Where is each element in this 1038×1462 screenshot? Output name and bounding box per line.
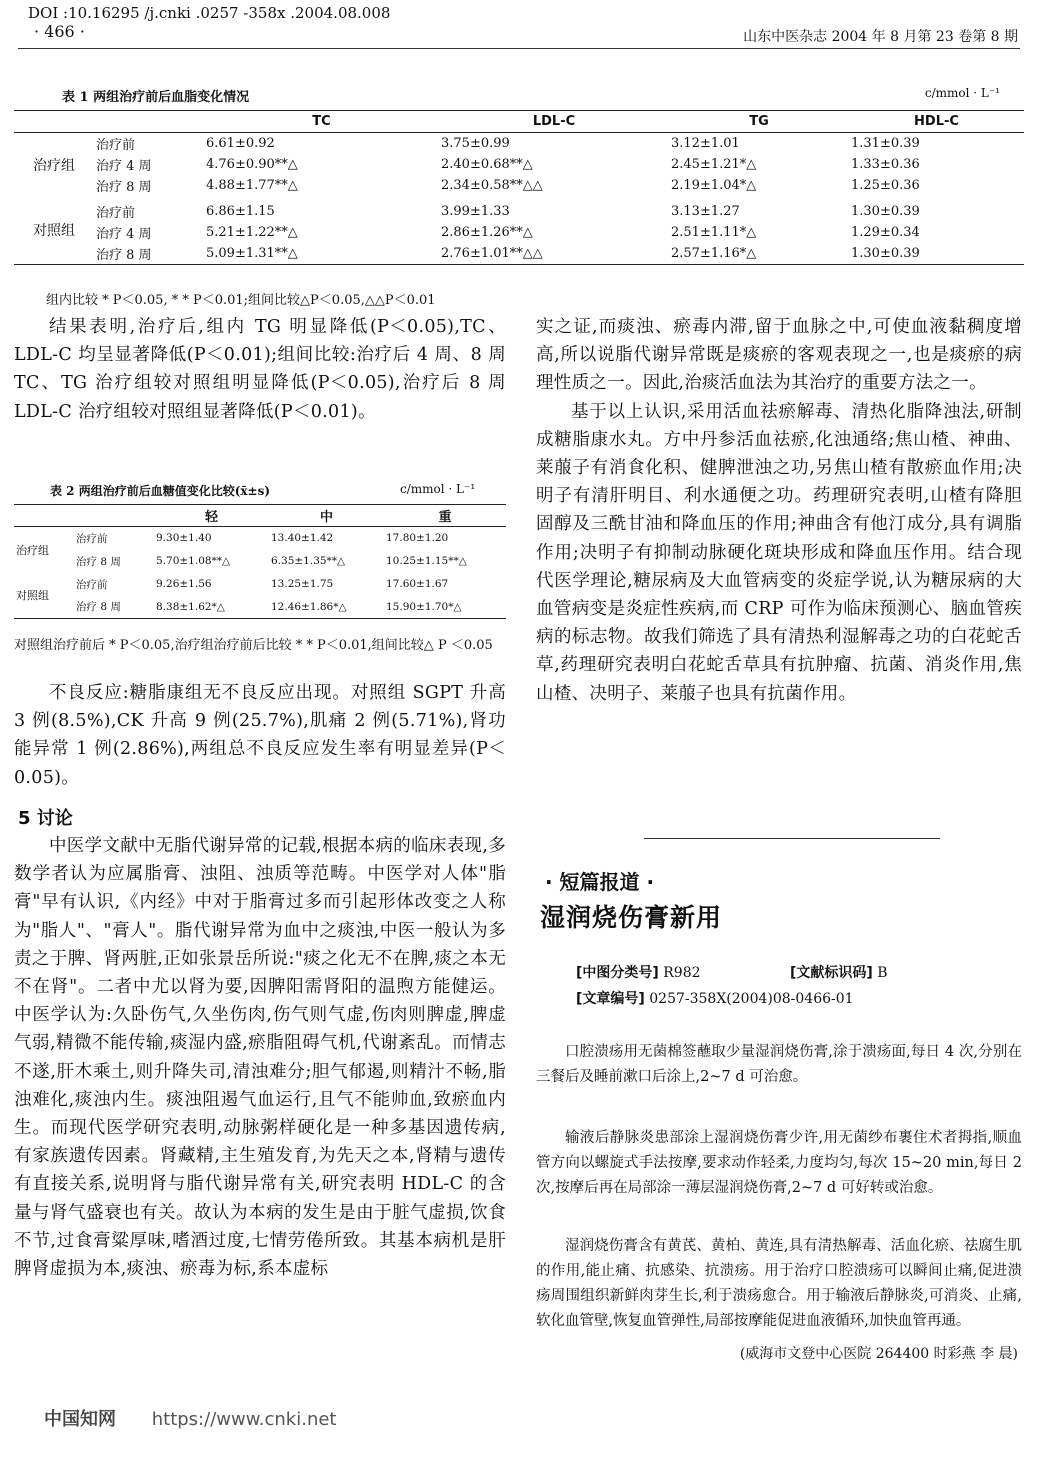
table-cell: 5.70±1.08**△ — [156, 555, 231, 567]
table1-note: 组内比较 * P＜0.05, * * P＜0.01;组间比较△P＜0.05,△△P＜0.01 — [46, 293, 436, 308]
table-cell: 2.57±1.16*△ — [669, 243, 849, 265]
table2 — [14, 504, 506, 619]
table2-title: 表 2 两组治疗前后血糖值变化比较(x̄±s) — [50, 484, 271, 498]
table-row — [14, 133, 1024, 155]
table-cell: 6.35±1.35**△ — [271, 555, 346, 567]
table2-header-severe: 重 — [384, 505, 506, 527]
paragraph-text: 结果表明,治疗后,组内 TG 明显降低(P＜0.05),TC、LDL-C 均呈显著降低(P＜0.01);组间比较:治疗后 4 周、8 周 TC、TG 治疗组较对照组明显降低(P＜0.05),治疗后 8 周 LDL-C 治疗组较对照组显著降低(P＜0.01)。 — [14, 317, 506, 422]
table-cell: 1.30±0.39 — [849, 243, 1024, 265]
paragraph-text: 不良反应:糖脂康组无不良反应出现。对照组 SGPT 升高 3 例(8.5%),CK 升高 9 例(25.7%),肌痛 2 例(5.71%),肾功能异常 1 例(2.86%),两组总不良反应发生率有明显差异(P＜0.05)。 — [14, 683, 506, 788]
table-row — [14, 550, 506, 573]
table-cell: 5.21±1.22**△ — [206, 225, 298, 240]
table2-header-moderate: 中 — [269, 505, 384, 527]
table-cell: 3.13±1.27 — [671, 204, 740, 219]
table-cell: 1.30±0.39 — [851, 204, 920, 219]
table1-header-ldlc: LDL-C — [439, 111, 669, 133]
meta-label: [文献标识码] — [790, 965, 873, 981]
table-cell: 2.76±1.01**△△ — [439, 243, 669, 265]
table-row — [14, 573, 506, 596]
doc-code — [790, 962, 888, 982]
table-cell: 10.25±1.15**△ — [386, 555, 467, 567]
right-column-text — [536, 313, 1022, 708]
row-label: 治疗 4 周 — [96, 227, 152, 242]
discussion-paragraph — [14, 832, 506, 1283]
table2-unit: c/mmol · L⁻¹ — [400, 482, 476, 496]
header-rule — [18, 48, 1020, 49]
table-cell: 4.88±1.77**△ — [206, 178, 298, 193]
table-cell: 2.40±0.68**△ — [441, 157, 533, 172]
paragraph-text: 实之证,而痰浊、瘀毒内滞,留于血脉之中,可使血液黏稠度增高,所以说脂代谢异常既是痰瘀的客观表现之一,也是痰瘀的病理性质之一。因此,治痰活血法为其治疗的重要方法之一。 — [536, 317, 1022, 394]
row-label: 治疗前 — [76, 578, 108, 591]
adverse-reaction-paragraph — [14, 679, 506, 792]
meta-value: B — [877, 965, 888, 981]
table-cell: 2.86±1.26**△ — [441, 225, 533, 240]
short-report-title: 湿润烧伤膏新用 — [540, 903, 723, 932]
table-row — [14, 527, 506, 550]
group-label: 对照组 — [14, 196, 94, 265]
table-cell: 3.75±0.99 — [441, 136, 510, 151]
section-heading-discussion: 5 讨论 — [18, 808, 73, 829]
page-number: · 466 · — [34, 22, 85, 41]
author-affiliation: (威海市文登中心医院 264400 时彩燕 李 晨) — [739, 1346, 1018, 1362]
meta-label: [中图分类号] — [576, 965, 659, 981]
section-separator — [644, 838, 940, 839]
table-cell: 1.33±0.36 — [851, 157, 920, 172]
table-cell: 2.19±1.04*△ — [671, 178, 757, 193]
table-cell: 3.12±1.01 — [671, 136, 740, 151]
short-report-paragraph: 湿润烧伤膏含有黄芪、黄柏、黄连,具有清热解毒、活血化瘀、祛腐生肌的作用,能止痛、抗感染、抗溃疡。用于治疗口腔溃疡可以瞬间止痛,促进溃疡周围组织新鲜肉芽生长,利于溃疡愈合。用于输液后静脉炎,可消炎、止痛,软化血管壁,恢复血管弹性,局部按摩能促进血液循环,加快血管再通。 — [536, 1238, 1022, 1329]
table-cell: 15.90±1.70*△ — [384, 596, 506, 619]
table-cell: 17.60±1.67 — [386, 578, 449, 590]
table-cell: 2.45±1.21*△ — [671, 157, 757, 172]
table-row — [14, 222, 1024, 243]
table-row — [14, 243, 1024, 265]
table-cell: 9.26±1.56 — [156, 578, 212, 590]
row-label: 治疗 8 周 — [76, 555, 121, 568]
results-paragraph — [14, 313, 506, 426]
row-label: 治疗前 — [96, 206, 136, 221]
doi-line: DOI :10.16295 /j.cnki .0257 -358x .2004.08.008 — [28, 4, 391, 22]
table1 — [14, 110, 1024, 265]
table-cell: 12.46±1.86*△ — [269, 596, 384, 619]
table-cell: 1.31±0.39 — [851, 136, 920, 151]
table-cell: 1.25±0.36 — [851, 178, 920, 193]
table1-header-tg: TG — [669, 111, 849, 133]
meta-value: R982 — [663, 965, 701, 981]
table-cell: 2.51±1.11*△ — [671, 225, 757, 240]
table-cell: 2.34±0.58**△△ — [441, 178, 543, 193]
table-cell: 9.30±1.40 — [156, 532, 212, 545]
table-cell: 5.09±1.31**△ — [204, 243, 439, 265]
article-number — [576, 988, 854, 1008]
short-report-label: · 短篇报道 · — [545, 870, 655, 894]
paragraph-text: 基于以上认识,采用活血祛瘀解毒、清热化脂降浊法,研制成糖脂康水丸。方中丹参活血祛瘀,化浊通络;焦山楂、神曲、莱菔子有消食化积、健脾泄浊之功,另焦山楂有散瘀血作用;决明子有清肝明目、利水通便之功。药理研究表明,山楂有降胆固醇及三酰甘油和降血压的作用;神曲含有他汀成分,具有调脂作用;决明子有抑制动脉硬化斑块形成和降血压作用。结合现代医学理论,糖尿病及大血管病变的炎症学说,认为糖尿病的大血管病变是炎症性疾病,而 CRP 可作为临床预测心、脑血管疾病的标志物。故我们筛选了具有清热利湿解毒之功的白花蛇舌草,药理研究表明白花蛇舌草具有抗肿瘤、抗菌、消炎作用,焦山楂、决明子、莱菔子也具有抗菌作用。 — [536, 401, 1022, 704]
meta-value: 0257-358X(2004)08-0466-01 — [649, 991, 854, 1007]
short-report-paragraph: 输液后静脉炎患部涂上湿润烧伤膏少许,用无菌纱布裹住术者拇指,顺血管方向以螺旋式手法按摩,要求动作轻柔,力度均匀,每次 15~20 min,每日 2 次,按摩后再在局部涂一薄层湿润烧伤膏,2~7 d 可好转或治愈。 — [536, 1130, 1022, 1196]
group-label: 治疗组 — [16, 543, 49, 557]
class-number — [576, 962, 701, 982]
row-label: 治疗前 — [96, 138, 136, 153]
table-cell: 3.99±1.33 — [441, 204, 510, 219]
table-row — [14, 154, 1024, 175]
row-label: 治疗前 — [76, 532, 108, 545]
short-report-paragraph: 口腔溃疡用无菌棉签蘸取少量湿润烧伤膏,涂于溃疡面,每日 4 次,分别在三餐后及睡前漱口后涂上,2~7 d 可治愈。 — [536, 1044, 1022, 1085]
table1-header-hdlc: HDL-C — [849, 111, 1024, 133]
table-cell: 13.40±1.42 — [271, 532, 334, 545]
table-cell: 6.86±1.15 — [206, 204, 275, 219]
table-row — [14, 196, 1024, 222]
watermark-url: https://www.cnki.net — [151, 1409, 337, 1430]
table1-title: 表 1 两组治疗前后血脂变化情况 — [62, 90, 250, 105]
table-row — [14, 596, 506, 619]
watermark-brand: 中国知网 — [44, 1409, 116, 1430]
row-label: 治疗 8 周 — [94, 243, 204, 265]
table-cell: 8.38±1.62*△ — [154, 596, 269, 619]
paragraph-text: 中医学文献中无脂代谢异常的记载,根据本病的临床表现,多数学者认为应属脂膏、浊阻、浊质等范畴。中医学对人体"脂膏"早有认识,《内经》中对于脂膏过多而引起形体改变之人称为"脂人"、"膏人"。脂代谢异常为血中之痰浊,中医一般认为多责之于脾、肾两脏,正如张景岳所说:"痰之化无不在脾,痰之本无不在肾"。二者中尤以肾为要,因脾阳需肾阳的温煦方能健运。中医学认为:久卧伤气,久坐伤肉,伤气则气虚,伤肉则脾虚,脾虚气弱,精微不能传输,痰湿内盛,瘀脂阻碍气机,代谢紊乱。而情志不遂,肝木乘土,则升降失司,清浊难分;胆气郁遏,则精汁不畅,脂浊难化,痰浊内生。痰浊阻遏气血运行,且气不能帅血,致瘀血内生。而现代医学研究表明,动脉粥样硬化是一种多基因遗传病,有家族遗传因素。肾藏精,主生殖发育,为先天之本,肾精与遗传有直接关系,说明肾与脂代谢异常有关,研究表明 HDL-C 的含量与肾气盛衰也有关。故认为本病的发生是由于脏气虚损,饮食不节,过食膏粱厚味,嗜酒过度,七情劳倦所致。其基本病机是肝脾肾虚损为本,痰浊、瘀毒为标,系本虚标 — [14, 836, 506, 1280]
row-label: 治疗 8 周 — [96, 180, 152, 195]
table-row — [14, 175, 1024, 196]
table-cell: 1.29±0.34 — [851, 225, 920, 240]
table2-note: 对照组治疗前后 * P＜0.05,治疗组治疗前后比较 * * P＜0.01,组间比较△ P ＜0.05 — [14, 638, 493, 653]
row-label: 治疗 4 周 — [96, 159, 152, 174]
table-cell: 13.25±1.75 — [271, 578, 334, 590]
row-label: 治疗 8 周 — [74, 596, 154, 619]
group-label: 治疗组 — [33, 157, 75, 174]
table-cell: 17.80±1.20 — [386, 532, 449, 545]
table-cell: 4.76±0.90**△ — [206, 157, 298, 172]
table1-unit: c/mmol · L⁻¹ — [924, 86, 1000, 100]
journal-header: 山东中医杂志 2004 年 8 月第 23 卷第 8 期 — [743, 29, 1018, 45]
group-label: 对照组 — [14, 573, 74, 619]
table2-header-mild: 轻 — [154, 505, 269, 527]
table-cell: 6.61±0.92 — [206, 136, 275, 151]
meta-label: [文章编号] — [576, 991, 645, 1007]
cnki-watermark — [44, 1405, 336, 1431]
table1-header-tc: TC — [204, 111, 439, 133]
